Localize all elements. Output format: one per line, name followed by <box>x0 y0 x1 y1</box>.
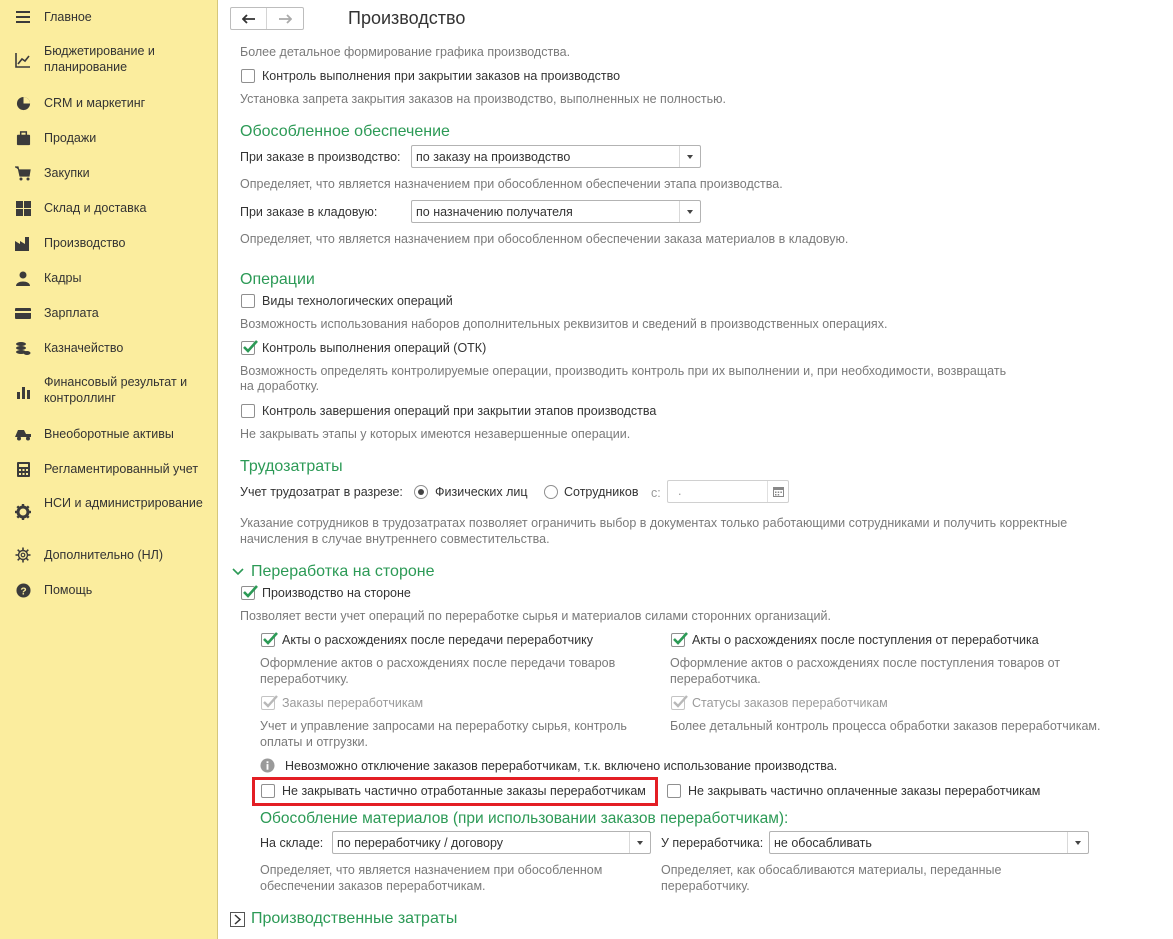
checkmark-icon <box>672 694 688 710</box>
section-labor-title: Трудозатраты <box>240 458 343 475</box>
info-message: Невозможно отключение заказов переработчикам, т.к. включено использование производства. <box>285 759 838 773</box>
materials-processor-hint-line2: переработчику. <box>661 879 750 893</box>
orders-hint-line2: оплаты и отгрузки. <box>260 735 369 749</box>
operation-types-checkbox[interactable] <box>241 294 255 308</box>
materials-store-select[interactable] <box>332 831 651 854</box>
not-close-paid-checkbox[interactable] <box>667 784 681 798</box>
materials-processor-label: У переработчика: <box>661 836 764 850</box>
acts-transfer-hint-line2: переработчику. <box>260 672 349 686</box>
acts-receipt-hint-line1: Оформление актов о расхождениях после поступления товаров от <box>670 656 1061 670</box>
date-from-label: с: <box>651 486 661 500</box>
store-order-value: по назначению получателя <box>416 205 573 219</box>
sidebar-item-label: Продажи <box>44 131 97 145</box>
section-materials-title: Обособление материалов (при использовании заказов переработчикам): <box>260 810 789 827</box>
otk-hint-line1: Возможность определять контролируемые операции, производить контроль при их выполнении и, при необходимости, возвращать <box>240 364 1007 378</box>
sidebar-item-warehouse[interactable] <box>0 199 217 217</box>
not-close-paid-label: Не закрывать частично оплаченные заказы переработчикам <box>688 784 1041 798</box>
control-close-checkbox[interactable] <box>241 69 255 83</box>
materials-store-hint-line2: обеспечении заказов переработчикам. <box>260 879 486 893</box>
outsourcing-main-checkbox[interactable] <box>241 586 255 600</box>
radio-employees-label: Сотрудников <box>564 485 639 499</box>
help-icon <box>14 581 32 599</box>
sidebar-item-production[interactable] <box>0 234 217 252</box>
sidebar-item-sales[interactable] <box>0 129 217 147</box>
store-order-label: При заказе в кладовую: <box>240 205 378 219</box>
expand-costs-toggle[interactable] <box>230 912 245 927</box>
orders-checkbox <box>261 696 275 710</box>
chevron-down-icon[interactable] <box>629 832 650 853</box>
prod-order-label: При заказе в производство: <box>240 150 401 164</box>
outsourcing-main-hint: Позволяет вести учет операций по переработке сырья и материалов силами сторонних организаций. <box>240 609 831 623</box>
section-isolated-title: Обособленное обеспечение <box>240 123 450 140</box>
acts-receipt-hint-line2: переработчика. <box>670 672 761 686</box>
sidebar-item-label: Дополнительно (НЛ) <box>44 548 163 562</box>
checkmark-icon <box>672 631 688 647</box>
menu-icon <box>14 8 32 26</box>
sidebar-item-label: Закупки <box>44 166 90 180</box>
sidebar-item-budgeting[interactable] <box>0 43 217 77</box>
sidebar-item-label: Помощь <box>44 583 93 597</box>
store-order-hint: Определяет, что является назначением при обособленном обеспечении заказа материалов в кладовую. <box>240 232 849 246</box>
briefcase-icon <box>14 129 32 147</box>
chevron-right-icon <box>231 913 244 926</box>
date-from-input[interactable] <box>667 480 789 503</box>
acts-transfer-hint-line1: Оформление актов о расхождениях после передачи товаров <box>260 656 616 670</box>
prod-order-select[interactable] <box>411 145 701 168</box>
calculator-icon <box>14 460 32 478</box>
sidebar <box>0 0 218 939</box>
store-order-select[interactable] <box>411 200 701 223</box>
sidebar-item-additional[interactable] <box>0 546 217 564</box>
page-title: Производство <box>348 8 466 28</box>
outsourcing-main-label: Производство на стороне <box>262 586 411 600</box>
orders-hint-line1: Учет и управление запросами на переработку сырья, контроль <box>260 719 627 733</box>
back-button[interactable] <box>231 8 267 29</box>
materials-processor-select[interactable] <box>769 831 1089 854</box>
factory-icon <box>14 234 32 252</box>
checkmark-icon <box>242 584 258 600</box>
finish-control-hint: Не закрывать этапы у которых имеются незавершенные операции. <box>240 427 631 441</box>
radio-employees[interactable] <box>544 485 558 499</box>
sidebar-item-purchases[interactable] <box>0 164 217 182</box>
sidebar-item-help[interactable] <box>0 581 217 599</box>
labor-hint-line2: начисления в случае внутреннего совместительства. <box>240 532 550 546</box>
arrow-right-icon <box>278 14 292 24</box>
calendar-icon[interactable] <box>767 481 788 502</box>
sidebar-item-label: Бюджетирование и планирование <box>44 44 155 74</box>
checkmark-icon <box>262 694 278 710</box>
acts-transfer-checkbox[interactable] <box>261 633 275 647</box>
sidebar-item-salary[interactable] <box>0 304 217 322</box>
truck-icon <box>14 425 32 443</box>
bar-chart-icon <box>14 382 32 400</box>
chevron-down-icon[interactable] <box>679 146 700 167</box>
arrow-left-icon <box>242 14 256 24</box>
sidebar-item-label: Внеоборотные активы <box>44 427 174 441</box>
chevron-down-icon[interactable] <box>1067 832 1088 853</box>
sidebar-item-label: Казначейство <box>44 341 124 355</box>
not-close-worked-label: Не закрывать частично отработанные заказы переработчикам <box>282 784 646 798</box>
otk-checkbox[interactable] <box>241 341 255 355</box>
materials-processor-hint-line1: Определяет, как обосабливаются материалы, переданные <box>661 863 1002 877</box>
otk-hint-line2: на доработку. <box>240 379 320 393</box>
labor-label: Учет трудозатрат в разрезе: <box>240 485 403 499</box>
materials-processor-value: не обосабливать <box>774 836 872 850</box>
control-close-label: Контроль выполнения при закрытии заказов на производство <box>262 69 621 83</box>
control-close-hint: Установка запрета закрытия заказов на производство, выполненных не полностью. <box>240 92 726 106</box>
finish-control-checkbox[interactable] <box>241 404 255 418</box>
info-icon <box>260 758 275 776</box>
sidebar-item-label: Финансовый результат и контроллинг <box>44 375 188 405</box>
collapse-outsourcing-toggle[interactable] <box>232 566 244 580</box>
cart-icon <box>14 164 32 182</box>
statuses-checkbox <box>671 696 685 710</box>
sidebar-item-hr[interactable] <box>0 269 217 287</box>
prod-order-value: по заказу на производство <box>416 150 571 164</box>
person-icon <box>14 269 32 287</box>
acts-receipt-checkbox[interactable] <box>671 633 685 647</box>
statuses-hint: Более детальный контроль процесса обработки заказов переработчикам. <box>670 719 1101 733</box>
sidebar-item-label: Зарплата <box>44 306 99 320</box>
otk-label: Контроль выполнения операций (ОТК) <box>262 341 487 355</box>
prod-order-hint: Определяет, что является назначением при обособленном обеспечении этапа производства. <box>240 177 783 191</box>
section-operations-title: Операции <box>240 271 315 288</box>
chevron-down-icon[interactable] <box>679 201 700 222</box>
materials-store-value: по переработчику / договору <box>337 836 504 850</box>
finish-control-label: Контроль завершения операций при закрытии этапов производства <box>262 404 657 418</box>
sidebar-item-label: CRM и маркетинг <box>44 96 146 110</box>
sidebar-item-label: Главное <box>44 10 92 24</box>
chart-line-icon <box>14 51 32 69</box>
gear-icon <box>14 503 32 521</box>
chevron-down-icon <box>232 567 244 577</box>
sidebar-item-label: Склад и доставка <box>44 201 147 215</box>
forward-button[interactable] <box>267 8 303 29</box>
date-from-value: . <box>678 484 682 498</box>
gear-outline-icon <box>14 546 32 564</box>
operation-types-label: Виды технологических операций <box>262 294 453 308</box>
grid-icon <box>14 199 32 217</box>
radio-physical-persons[interactable] <box>414 485 428 499</box>
sidebar-item-label: НСИ и администрирование <box>44 496 203 510</box>
not-close-worked-checkbox[interactable] <box>261 784 275 798</box>
wallet-icon <box>14 304 32 322</box>
labor-hint-line1: Указание сотрудников в трудозатратах позволяет ограничить выбор в документах только работающими сотрудниками и получить корректные <box>240 516 1068 530</box>
radio-physical-persons-label: Физических лиц <box>435 485 528 499</box>
sidebar-item-main[interactable] <box>0 8 217 26</box>
checkmark-icon <box>262 631 278 647</box>
coins-icon <box>14 339 32 357</box>
sidebar-item-assets[interactable] <box>0 425 217 443</box>
materials-store-label: На складе: <box>260 836 324 850</box>
operation-types-hint: Возможность использования наборов дополнительных реквизитов и сведений в производственных операциях. <box>240 317 888 331</box>
history-nav <box>230 7 304 30</box>
schedule-hint: Более детальное формирование графика производства. <box>240 45 571 59</box>
statuses-label: Статусы заказов переработчикам <box>692 696 888 710</box>
sidebar-item-crm[interactable] <box>0 94 217 112</box>
sidebar-item-admin[interactable] <box>0 495 217 529</box>
main-content <box>218 0 1173 939</box>
sidebar-item-label: Производство <box>44 236 126 250</box>
svg-text:?: ? <box>19 585 27 597</box>
sidebar-item-finance[interactable] <box>0 374 217 408</box>
acts-receipt-label: Акты о расхождениях после поступления от переработчика <box>692 633 1039 647</box>
sidebar-item-label: Регламентированный учет <box>44 462 199 476</box>
acts-transfer-label: Акты о расхождениях после передачи переработчику <box>282 633 594 647</box>
materials-store-hint-line1: Определяет, что является назначением при обособленном <box>260 863 603 877</box>
section-outsourcing-title[interactable]: Переработка на стороне <box>251 563 435 580</box>
checkmark-icon <box>242 339 258 355</box>
sidebar-item-regulated[interactable] <box>0 460 217 478</box>
sidebar-item-label: Кадры <box>44 271 82 285</box>
sidebar-item-treasury[interactable] <box>0 339 217 357</box>
orders-label: Заказы переработчикам <box>282 696 424 710</box>
section-costs-title[interactable]: Производственные затраты <box>251 910 458 927</box>
pie-chart-icon <box>14 94 32 112</box>
